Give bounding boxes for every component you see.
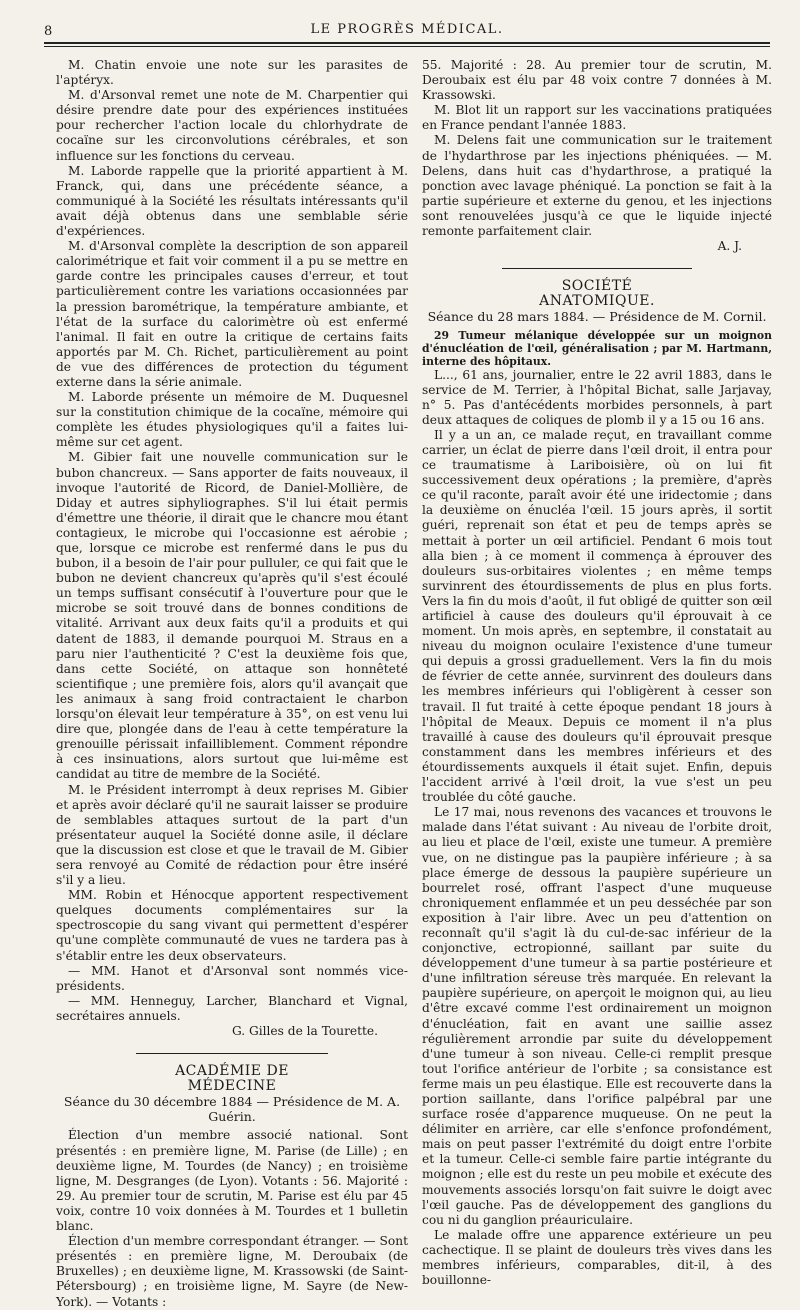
page-header bbox=[44, 22, 770, 44]
paragraph: M. Laborde rappelle que la priorité appartient à M. Franck, qui, dans une précédente séance, a communiqué à la Société les résultats intéressants qu'il avait déjà obtenus dans une semblable série d'expériences. bbox=[56, 163, 408, 239]
header-rule bbox=[44, 42, 770, 44]
paragraph: — MM. Hanot et d'Arsonval sont nommés vice-présidents. bbox=[56, 963, 408, 993]
paragraph: L..., 61 ans, journalier, entre le 22 avril 1883, dans le service de M. Terrier, à l'hôpital Bichat, salle Jarjavay, n° 5. Pas d'antécédents morbides personnels, à part deux attaques de coliques de plomb il y a 15 ou 16 ans. bbox=[422, 367, 772, 427]
section-title-academie: ACADÉMIE DE MÉDECINE bbox=[136, 1053, 328, 1094]
paragraph: M. d'Arsonval remet une note de M. Charpentier qui désire prendre date pour des expériences instituées pour rechercher l'action locale du chlorhydrate de cocaïne sur les circonvolutions cérébrales, et son influence sur les fonctions du cerveau. bbox=[56, 88, 408, 163]
paragraph: Élection d'un membre associé national. Sont présentés : en première ligne, M. Parise (de Lille) ; en deuxième ligne, M. Tourdes (de Nancy) ; en troisième ligne, M. Desgranges (de Lyon). Votants : 56. Majorité : 29. Au premier tour de scrutin, M. Parise est élu par 45 voix, contre 10 voix données à M. Tourdes et 1 bulletin blanc. bbox=[56, 1128, 408, 1234]
paragraph: M. Chatin envoie une note sur les parasites de l'aptéryx. bbox=[56, 58, 408, 88]
paragraph: 55. Majorité : 28. Au premier tour de scrutin, M. Deroubaix est élu par 48 voix contre 7 données à M. Krassowski. bbox=[422, 58, 772, 103]
paragraph: M. Delens fait une communication sur le traitement de l'hydarthrose par les injections phéniquées. — M. Delens, dans huit cas d'hydarthrose, a pratiqué la ponction avec lavage phéniqué. La ponction se fait à la partie supérieure et externe du genou, et les injections sont renouvelées jusqu'à ce que le liquide injecté remonte parfaitement clair. bbox=[422, 133, 772, 239]
paragraph: Le 17 mai, nous revenons des vacances et trouvons le malade dans l'état suivant : Au niveau de l'orbite droit, au lieu et place de l'œil, existe une tumeur. A première vue, on ne distingue pas la paupière inférieure ; à sa place émerge de dessous la paupière supérieure un bourrelet rosé, offrant l'aspect d'une muqueuse chroniquement enflammée et un peu desséchée par son exposition à l'air libre. Avec un peu d'attention on reconnaît qu'il s'agit là du cul-de-sac inférieur de la conjonctive, ectropionné, saillant par suite du développement d'une tumeur à sa partie postérieure et d'une infiltration séreuse très marquée. En relevant la paupière supérieure, on aperçoit le moignon qui, au lieu d'être excavé comme l'est ordinairement un moignon d'énucléation, fait en avant une saillie assez régulièrement arrondie par suite du développement d'une tumeur à son niveau. Celle-ci remplit presque tout l'orifice antérieur de l'orbite ; sa consistance est ferme mais un peu élastique. Elle est recouverte dans la portion saillante, dans l'orifice palpébral par une surface rosée d'apparence muqueuse. On ne peut la délimiter en arrière, car elle s'enfonce profondément, mais on peut passer l'extrémité du doigt entre l'orbite et la tumeur. Celle-ci semble faire partie intégrante du moignon ; elle est du reste un peu mobile et exécute des mouvements associés lorsqu'on fait suivre le doigt avec l'œil gauche. Pas de développement des ganglions du cou ni du ganglion préauriculaire. bbox=[422, 805, 772, 1227]
seance-line: Séance du 28 mars 1884. — Présidence de M. Cornil. bbox=[427, 309, 767, 325]
seance-line: Séance du 30 décembre 1884 — Présidence de M. A. Guérin. bbox=[63, 1094, 401, 1125]
paragraph: M. le Président interrompt à deux reprises M. Gibier et après avoir déclaré qu'il ne saurait laisser se produire de semblables attaques surtout de la part d'un présentateur auquel la Société donne asile, il déclare que la discussion est close et que le travail de M. Gibier sera renvoyé au Comité de rédaction pour être inséré s'il y a lieu. bbox=[56, 782, 408, 888]
header-rule-thin bbox=[44, 46, 770, 47]
paragraph: — MM. Henneguy, Larcher, Blanchard et Vignal, secrétaires annuels. bbox=[56, 993, 408, 1023]
paragraph: MM. Robin et Hénocque apportent respectivement quelques documents complémentaires sur la spectroscopie du sang vivant qui permettent d'espérer qu'une complète communauté de vues ne tardera pas à s'établir entre les deux observateurs. bbox=[56, 888, 408, 963]
case-title: 29 Tumeur mélanique développée sur un moignon d'énucléation de l'œil, généralisation ; par M. Hartmann, interne des hôpitaux. bbox=[422, 328, 772, 368]
paragraph: Élection d'un membre correspondant étranger. — Sont présentés : en première ligne, M. Deroubaix (de Bruxelles) ; en deuxième ligne, M. Krassowski (de Saint-Pétersbourg) ; en troisième ligne, M. Sayre (de New-York). — Votants : bbox=[56, 1234, 408, 1309]
signature: G. Gilles de la Tourette. bbox=[231, 1024, 378, 1038]
paragraph: Il y a un an, ce malade reçut, en travaillant comme carrier, un éclat de pierre dans l'œil droit, il entra pour ce traumatisme à Lariboisière, où on lui fit successivement deux opérations ; la première, d'après ce qu'il raconte, paraît avoir été une iridectomie ; dans la deuxième on énucléa l'œil. 15 jours après, il sortit guéri, reprenait son état et peu de temps après se mettait à porter un œil artificiel. Pendant 6 mois tout alla bien ; à ce moment il commença à éprouver des douleurs sus-orbitaires violentes ; en même temps survinrent des étourdissements de plus en plus forts. Vers la fin du mois d'août, il fut obligé de quitter son œil artificiel à cause des douleurs qu'il éprouvait à ce moment. Un mois après, en septembre, il constatait au niveau du moignon oculaire l'existence d'une tumeur qui depuis a grossi graduellement. Vers la fin du mois de février de cette année, survinrent des douleurs dans les membres inférieurs qui l'obligèrent à cesser son travail. Il fut traité à cette époque pendant 18 jours à l'hôpital de Meaux. Depuis ce moment il n'a plus travaillé à cause des douleurs qu'il éprouvait presque constamment dans les membres inférieurs et des étourdissements auxquels il était sujet. Enfin, depuis l'accident arrivé à l'œil droit, la vue s'est un peu troublée du côté gauche. bbox=[422, 427, 772, 805]
page-number: 8 bbox=[44, 24, 53, 39]
section-title-anatomique: SOCIÉTÉ ANATOMIQUE. bbox=[502, 268, 692, 309]
right-column bbox=[422, 58, 772, 1288]
signature: A. J. bbox=[717, 239, 742, 254]
paragraph: M. Blot lit un rapport sur les vaccinations pratiquées en France pendant l'année 1883. bbox=[422, 103, 772, 133]
paragraph: M. Gibier fait une nouvelle communication sur le bubon chancreux. — Sans apporter de faits nouveaux, il invoque l'autorité de Ricord, de Daniel-Mollière, de Diday et autres siphyliographes. S'il lui était permis d'émettre une théorie, il dirait que le chancre mou étant contagieux, le microbe qui l'occasionne est aérobie ; que, lorsque ce microbe est renfermé dans le pus du bubon, il a besoin de l'air pour pulluler, ce qui fait que le bubon ne devient chancreux qu'après qu'il s'est écoulé un temps suffisant consécutif à l'ouverture pour que le microbe se soit trouvé dans de bonnes conditions de vitalité. Arrivant aux deux faits qu'il a produits et qui datent de 1883, il demande pourquoi M. Straus en a paru nier l'authenticité ? C'est la deuxième fois que, dans cette Société, on attaque son honnêteté scientifique ; une première fois, alors qu'il avançait que les animaux à sang froid contractaient le charbon lorsqu'on élevait leur température à 35°, on est venu lui dire que, plongée dans de l'eau à cette température la grenouille périssait infailliblement. Comment répondre à ces insinuations, alors surtout que lui-même est candidat au titre de membre de la Société. bbox=[56, 450, 408, 782]
journal-title: LE PROGRÈS MÉDICAL. bbox=[310, 22, 504, 37]
paragraph: M. d'Arsonval complète la description de son appareil calorimétrique et fait voir comment il a pu se mettre en garde contre les principales causes d'erreur, et tout particulièrement contre les variations occasionnées par la pression barométrique, la température ambiante, et l'état de la surface du calorimètre où est enfermé l'animal. Il fait en outre la critique de certains faits apportés par M. Ch. Richet, particulièrement au point de vue des différences de protection du tégument externe dans la série animale. bbox=[56, 239, 408, 389]
paragraph: Le malade offre une apparence extérieure un peu cachectique. Il se plaint de douleurs très vives dans les membres inférieurs, comparables, dit-il, à des bouillonne- bbox=[422, 1227, 772, 1288]
paragraph: M. Laborde présente un mémoire de M. Duquesnel sur la constitution chimique de la cocaïne, mémoire qui complète les études physiologiques qu'il a faites lui-même sur cet agent. bbox=[56, 390, 408, 450]
left-column bbox=[56, 58, 408, 1310]
